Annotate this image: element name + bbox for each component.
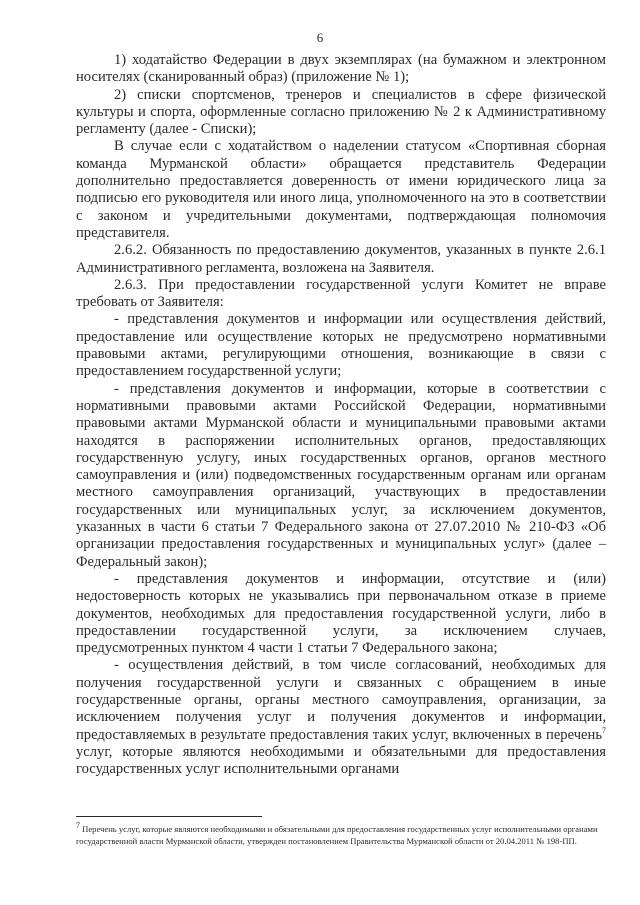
footnote-text-block (76, 821, 606, 847)
page-number: 6 (316, 30, 324, 45)
footnote-mark: 7 (76, 821, 80, 831)
footnote-separator (76, 816, 262, 817)
footnote-text: Перечень услуг, которые являются необходимыми и обязательными для предоставления государственных услуг исполнительными органами государственной власти Мурманской области, утвержден постановлением Правительства Мурманской области от 20.04.2011 № 198-ПП. (76, 824, 598, 846)
paragraph-8: - представления документов и информации, отсутствие и (или) недостоверность которых не указывались при первоначальном отказе в приеме документов, необходимых для предоставления государственной услуги, либо в предоставлении государственной услуги, за исключением случаев, предусмотренных пунктом 4 части 1 статьи 7 Федерального закона; (76, 570, 606, 657)
paragraph-4: 2.6.2. Обязанность по предоставлению документов, указанных в пункте 2.6.1 Административного регламента, возложена на Заявителя. (76, 242, 606, 276)
paragraph-9-continuation: услуг, которые являются необходимыми и обязательными для предоставления государственных услуг исполнительными органами (76, 743, 606, 778)
document-body (76, 52, 606, 778)
paragraph-2: 2) списки спортсменов, тренеров и специалистов в сфере физической культуры и спорта, оформленные согласно приложению № 2 к Административному регламенту (далее - Списки); (76, 86, 606, 138)
paragraph-6: - представления документов и информации или осуществления действий, предоставление или осуществление которых не предусмотрено нормативными правовыми актами, регулирующими отношения, возникающие в связи с предоставлением государственной услуги; (76, 311, 606, 380)
footnote-reference: 7 (602, 725, 606, 735)
paragraph-3: В случае если с ходатайством о наделении статусом «Спортивная сборная команда Мурманской области» обращается представитель Федерации дополнительно предоставляется доверенность от имени юридического лица за подписью его руководителя или иного лица, уполномоченного на это в соответствии с законом и учредительными документами, подтверждающая полномочия представителя. (76, 138, 606, 241)
paragraph-5: 2.6.3. При предоставлении государственной услуги Комитет не вправе требовать от Заявителя: (76, 276, 606, 311)
paragraph-9 (76, 657, 606, 778)
paragraph-9-text: - осуществления действий, в том числе согласований, необходимых для получения государственной услуги и связанных с обращением в иные государственные органы, органы местного самоуправления, организации, за исключением получения услуг и получения документов и информации, предоставляемых в результате предоставления таких услуг, включенных в перечень (76, 657, 606, 743)
paragraph-1: 1) ходатайство Федерации в двух экземплярах (на бумажном и электронном носителях (сканированный образ) (приложение № 1); (76, 52, 606, 86)
footnote (76, 821, 606, 847)
paragraph-7: - представления документов и информации, которые в соответствии с нормативными правовыми актами Российской Федерации, нормативными правовыми актами Мурманской области и муниципальными правовыми актами находятся в распоряжении исполнительных органов, предоставляющих государственную услугу, иных государственных органов, органов местного самоуправления и (или) подведомственных государственным органам или органам местного самоуправления организаций, участвующих в предоставлении государственных или муниципальных услуг, за исключением документов, указанных в части 6 статьи 7 Федерального закона от 27.07.2010 № 210-ФЗ «Об организации предоставления государственных и муниципальных услуг» (далее – Федеральный закон); (76, 380, 606, 570)
